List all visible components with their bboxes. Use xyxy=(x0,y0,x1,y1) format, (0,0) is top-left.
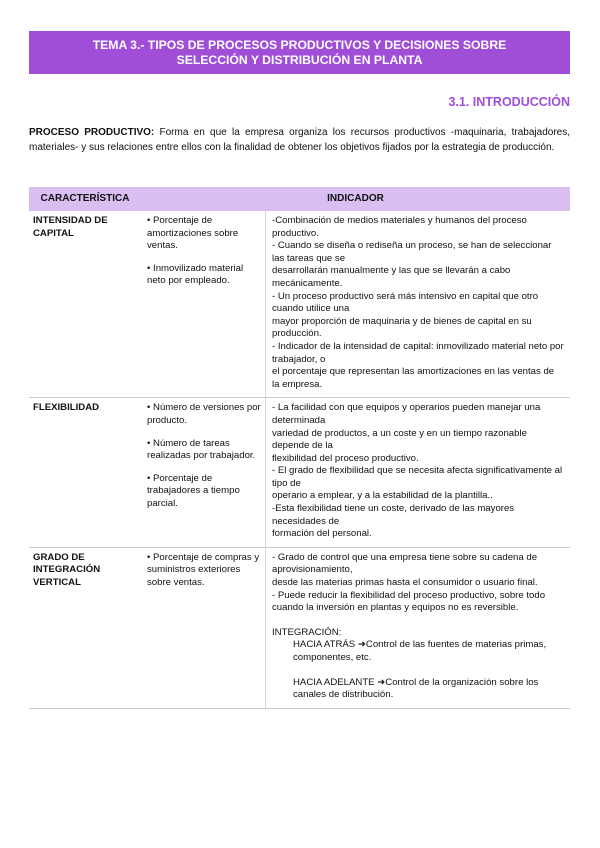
description-line: mayor proporción de maquinaria y de bienes de capital en su producción. xyxy=(272,315,532,340)
indicator-item: • Porcentaje de trabajadores a tiempo parcial. xyxy=(147,472,240,509)
description-line: - Puede reducir la flexibilidad del proceso productivo, sobre todo cuando la inversión en plantas y equipos no es reversible. xyxy=(272,589,546,614)
intro-term: PROCESO PRODUCTIVO: xyxy=(29,127,155,138)
description-line: -Combinación de medios materiales y humanos del proceso productivo. xyxy=(272,215,527,239)
intro-paragraph xyxy=(29,126,570,155)
row-description xyxy=(266,547,571,708)
integration-label: INTEGRACIÓN: xyxy=(272,626,342,638)
description-line: operario a emplear, y a la estabilidad de la plantilla.. xyxy=(272,490,493,502)
chapter-title-line-1: TEMA 3.- TIPOS DE PROCESOS PRODUCTIVOS Y DECISIONES SOBRE xyxy=(92,37,507,52)
integration-backward: HACIA ATRÁS ➜Control de las fuentes de materias primas, componentes, etc. xyxy=(293,639,547,663)
section-heading: 3.1. INTRODUCCIÓN xyxy=(448,95,570,109)
chapter-title-banner xyxy=(29,31,570,74)
header-characteristic: CARACTERÍSTICA xyxy=(29,187,141,211)
row-indicators xyxy=(141,547,266,708)
row-description xyxy=(266,211,571,398)
indicator-item: • Número de versiones por producto. xyxy=(147,402,261,426)
description-line: el porcentaje que representan las amortizaciones en las ventas de la empresa. xyxy=(272,366,555,390)
table-row xyxy=(29,398,570,548)
description-line: variedad de productos, a un coste y en un tiempo razonable depende de la xyxy=(272,427,527,452)
table-row xyxy=(29,211,570,398)
description-line: - El grado de flexibilidad que se necesita afecta significativamente al tipo de xyxy=(272,465,563,489)
row-characteristic: INTENSIDAD DE CAPITAL xyxy=(29,211,141,398)
chapter-title-line-2: SELECCIÓN Y DISTRIBUCIÓN EN PLANTA xyxy=(176,52,423,67)
integration-forward: HACIA ADELANTE ➜Control de la organización sobre los canales de distribución. xyxy=(293,676,539,701)
characteristics-table xyxy=(29,187,570,709)
row-indicators xyxy=(141,211,266,398)
description-line: - Cuando se diseña o rediseña un proceso, se han de seleccionar las tareas que se xyxy=(272,240,552,264)
indicator-item: • Número de tareas realizadas por trabajador. xyxy=(147,437,256,462)
description-line: desde las materias primas hasta el consumidor o usuario final. xyxy=(272,577,538,589)
description-line: - Indicador de la intensidad de capital: inmovilizado material neto por trabajador, o xyxy=(272,340,564,365)
description-line: - Un proceso productivo será más intensivo en capital que otro cuando utilice una xyxy=(272,290,539,315)
row-characteristic: GRADO DE INTEGRACIÓN VERTICAL xyxy=(29,547,141,708)
description-line: desarrollarán manualmente y las que se llevarán a cabo mecánicamente. xyxy=(272,265,511,289)
description-line: - Grado de control que una empresa tiene sobre su cadena de aprovisionamiento, xyxy=(272,551,538,576)
indicator-item: • Porcentaje de amortizaciones sobre ventas. xyxy=(147,215,239,252)
description-line: formación del personal. xyxy=(272,528,372,540)
description-line: - La facilidad con que equipos y operarios pueden manejar una determinada xyxy=(272,402,541,426)
table-row xyxy=(29,547,570,708)
description-line: -Esta flexibilidad tiene un coste, derivado de las mayores necesidades de xyxy=(272,503,515,527)
header-indicator: INDICADOR xyxy=(141,187,570,211)
indicator-item: • Inmovilizado material neto por empleado. xyxy=(147,262,244,287)
table-header-row xyxy=(29,187,570,211)
row-description xyxy=(266,398,571,548)
description-line: flexibilidad del proceso productivo. xyxy=(272,452,419,464)
row-characteristic: FLEXIBILIDAD xyxy=(29,398,141,548)
row-indicators xyxy=(141,398,266,548)
intro-text: Forma en que la empresa organiza los recursos productivos -maquinaria, trabajadores, materiales- y sus relaciones entre ellos con la finalidad de obtener los objetivos fijados por la estrategia de producción. xyxy=(29,127,570,153)
indicator-item: • Porcentaje de compras y suministros exteriores sobre ventas. xyxy=(147,551,260,589)
